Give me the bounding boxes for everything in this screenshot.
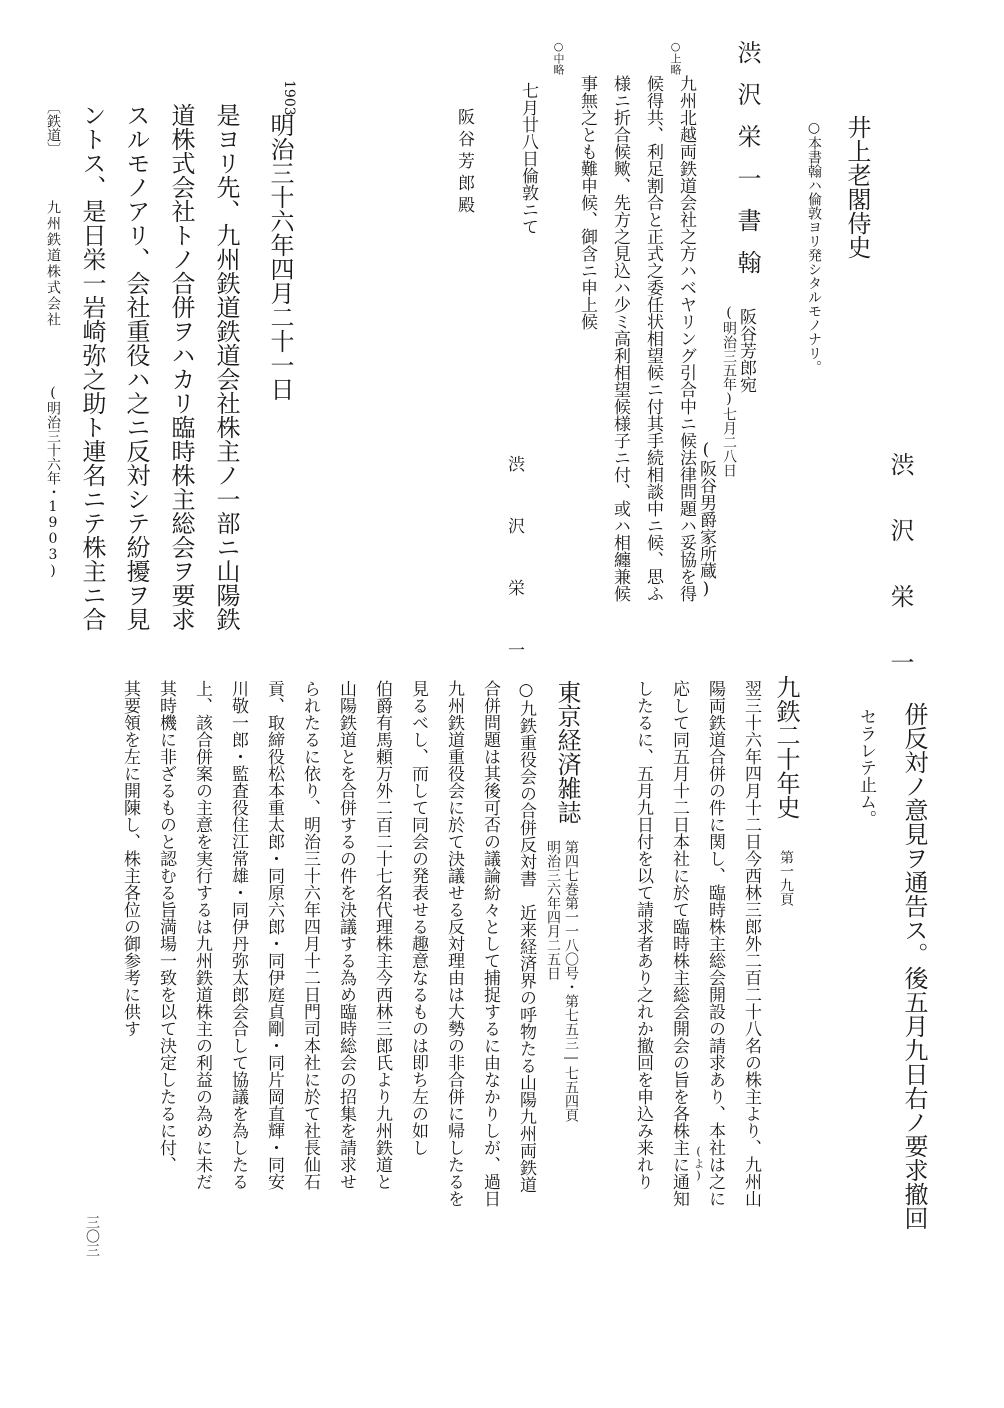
page-number: 三〇三 — [84, 1215, 100, 1257]
source-body-line: 見るべし、而して同会の発表せる趣意なるものは即ち左の如し — [408, 680, 428, 1156]
source-body-line: 九州鉄道重役会に於て決議せる反対理由は大勢の非合併に帰したるを — [444, 680, 464, 1207]
omission-mid: ○中略 — [552, 40, 565, 75]
source-body-line: られたるに依り、明治三十六年四月十二日門司本社に於て社長仙石 — [300, 680, 320, 1190]
continuation-line: 併反対ノ意見ヲ通告ス。後五月九日右ノ要求撤回 — [900, 702, 928, 1230]
letter-recipient: 阪谷芳郎宛 — [736, 308, 756, 393]
source-body-line: 伯爵有馬頼万外二百二十七名代理株主今西林三郎氏より九州鉄道と — [372, 680, 392, 1190]
editor-note: ○本書翰ハ倫敦ヨリ発シタルモノナリ。 — [806, 120, 822, 374]
letter-title: 渋沢栄一書翰 — [733, 40, 761, 292]
source-body-line: 其要領を左に開陳し、株主各位の御参考に供す — [120, 680, 140, 1037]
source-body-line: 陽両鉄道合併の件に関し、臨時株主総会開設の請求あり、本社は之に — [705, 680, 725, 1207]
footer-company: 九州鉄道株式会社 — [45, 200, 61, 328]
source-body-line: 応して同五月十二日本社に於て臨時株主総会開会の旨を各株主に通知 — [669, 680, 689, 1207]
sender-signature: 渋 沢 栄 一 — [886, 452, 914, 683]
letter-body-line: 事無之とも難申候、御含ニ申上候 — [577, 75, 597, 330]
source-reference-date: 明治三六年四月二五日 — [545, 840, 561, 980]
ruby-annotation: (よ) — [692, 1145, 705, 1182]
footer-date: (明治三十六年・1903) — [45, 385, 61, 579]
year-western: 1903 — [281, 80, 297, 116]
source-body-line: 上、該合併案の主意を実行するは九州鉄道株主の利益の為めに未だ — [192, 680, 212, 1190]
source-body-line: 翌三十六年四月十二日今西林三郎外二百二十八名の株主より、九州山 — [741, 680, 761, 1207]
entry-body-line: ントス、是日栄一岩崎弥之助ト連名ニテ株主ニ合 — [78, 103, 106, 631]
continuation-line: セラレテ止ム。 — [856, 708, 876, 827]
letter-sender: 渋 沢 栄 一 — [504, 455, 524, 672]
entry-body-line: 道株式会社トノ合併ヲハカリ臨時株主総会ヲ要求 — [167, 103, 195, 631]
letter-body-line: 九州北越両鉄道会社之方ハベヤリング引合中ニ候法律問題ハ妥協を得 — [676, 75, 696, 602]
source-body-line: したるに、五月九日付を以て請求者あり之れか撤回を申込み来れり — [633, 680, 653, 1190]
addressee: 井上老閣侍史 — [843, 115, 871, 259]
letter-recipient-closing: 阪谷芳郎殿 — [454, 108, 474, 218]
letter-body-line: 候得共、利足割合と正式之委任状相望候ニ付其手続相談中ニ候、思ふ — [643, 75, 663, 602]
entry-date: 明治三十六年四月二十一日 — [266, 113, 294, 401]
footer-tag: 〔鉄道〕 — [45, 100, 61, 156]
source-title: 九鉄二十年史 — [772, 675, 800, 819]
source-body-line: 川敬一郎・監査役住江常雄・同伊丹弥太郎会合して協議を為したる — [228, 680, 248, 1190]
entry-body-line: スルモノアリ、会社重役ハ之ニ反対シテ紛擾ヲ見 — [122, 103, 150, 631]
omission-top: ○上略 — [669, 40, 682, 75]
source-title: 東京経済雑誌 — [553, 680, 581, 824]
archive-source: (阪谷男爵家所蔵) — [696, 440, 716, 599]
letter-body-line: 様ニ折合候歟、先方之見込ハ少ミ高利相望候様子ニ付、或ハ相纏兼候 — [610, 75, 630, 602]
source-reference: 第四七巻第一一八〇号・第七五三―七五四頁 — [563, 840, 579, 1122]
letter-date-line: 七月廿八日倫敦ニて — [518, 82, 538, 235]
source-body-line: 山陽鉄道とを合併するの件を決議する為め臨時総会の招集を請求せ — [336, 680, 356, 1190]
source-body-line: 合併問題は其後可否の議論紛々として捕捉するに由なかりしが、過日 — [480, 680, 500, 1207]
source-body-line: 貢、取締役松本重太郎・同原六郎・同伊庭貞剛・同片岡直輝・同安 — [264, 680, 284, 1190]
source-page: 第一九頁 — [778, 850, 794, 906]
letter-date: (明治三五年)七月二八日 — [721, 305, 737, 477]
source-body-line: ○九鉄重役会の合併反対書 近来経済界の呼物たる山陽九州両鉄道 — [516, 680, 536, 1193]
entry-body-line: 是ヨリ先、九州鉄道鉄道会社株主ノ一部ニ山陽鉄 — [212, 103, 240, 631]
source-body-line: 其時機に非ざるものと認むる旨満場一致を以て決定したるに付、 — [156, 680, 176, 1173]
